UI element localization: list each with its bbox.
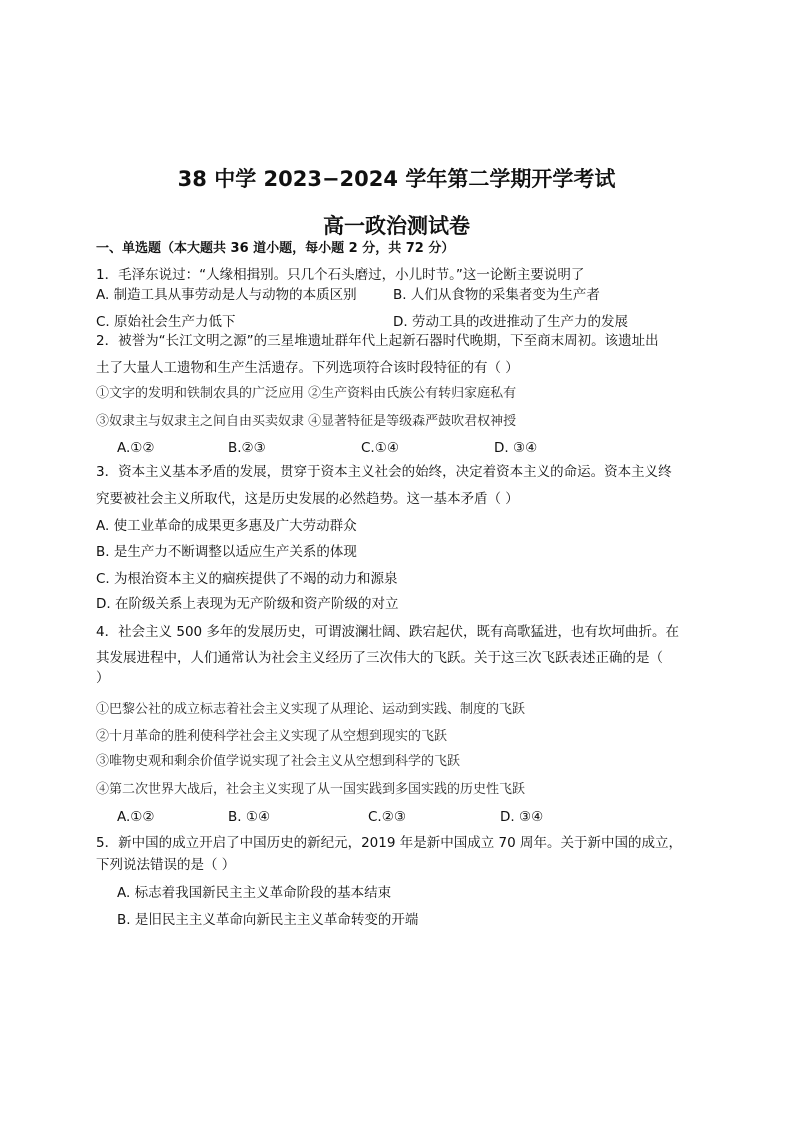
q1-option-d: D. 劳动工具的改进推动了生产力的发展 [393, 314, 628, 330]
q2-option-a: A.①② [117, 440, 155, 456]
q5-option-a: A. 标志着我国新民主主义革命阶段的基本结束 [117, 885, 392, 901]
q2-stem-line-2: 土了大量人工遗物和生产生活遗存。下列选项符合该时段特征的有（ ） [96, 360, 519, 376]
q5-option-b: B. 是旧民主主义革命向新民主主义革命转变的开端 [117, 912, 419, 928]
q3-stem-line-1: 3．资本主义基本矛盾的发展，贯穿于资本主义社会的始终，决定着资本主义的命运。资本主义终 [96, 464, 672, 480]
q3-option-d: D. 在阶级关系上表现为无产阶级和资产阶级的对立 [96, 596, 399, 612]
q4-option-c: C.②③ [368, 809, 406, 825]
q2-stem-line-1: 2．被誉为“长江文明之源”的三星堆遗址群年代上起新石器时代晚期，下至商末周初。该遗址出 [96, 333, 659, 349]
exam-title: 38 中学 2023−2024 学年第二学期开学考试 [177, 167, 616, 191]
q4-option-d: D. ③④ [500, 809, 544, 825]
q4-option-a: A.①② [117, 809, 155, 825]
section-heading: 一、单选题（本大题共 36 道小题，每小题 2 分，共 72 分） [96, 241, 455, 256]
q2-option-c: C.①④ [361, 440, 399, 456]
q3-option-a: A. 使工业革命的成果更多惠及广大劳动群众 [96, 518, 357, 534]
q3-option-b: B. 是生产力不断调整以适应生产关系的体现 [96, 544, 357, 560]
q4-statement-2: ②十月革命的胜利使科学社会主义实现了从空想到现实的飞跃 [96, 729, 448, 744]
q4-statement-3: ③唯物史观和剩余价值学说实现了社会主义从空想到科学的飞跃 [96, 754, 461, 769]
q3-stem-line-2: 究要被社会主义所取代，这是历史发展的必然趋势。这一基本矛盾（ ） [96, 491, 519, 507]
q1-option-c: C. 原始社会生产力低下 [96, 314, 236, 330]
q2-option-d: D. ③④ [494, 440, 538, 456]
q5-stem-line-1: 5．新中国的成立开启了中国历史的新纪元，2019 年是新中国成立 70 周年。关于新中国的成立， [96, 835, 682, 851]
q4-statement-1: ①巴黎公社的成立标志着社会主义实现了从理论、运动到实践、制度的飞跃 [96, 702, 526, 717]
q5-stem-line-2: 下列说法错误的是（ ） [96, 857, 236, 873]
q4-stem-line-2: 其发展进程中，人们通常认为社会主义经历了三次伟大的飞跃。关于这三次飞跃表述正确的是（ [96, 650, 663, 666]
q1-stem: 1．毛泽东说过：“人缘相揖别。只几个石头磨过，小儿时节。”这一论断主要说明了 [96, 267, 585, 283]
q4-option-b: B. ①④ [228, 809, 271, 825]
q2-statements-1: ①文字的发明和铁制农具的广泛应用 ②生产资料由氏族公有转归家庭私有 [96, 386, 517, 401]
q2-statements-2: ③奴隶主与奴隶主之间自由买卖奴隶 ④显著特征是等级森严鼓吹君权神授 [96, 414, 517, 429]
q3-option-c: C. 为根治资本主义的痼疾提供了不竭的动力和源泉 [96, 571, 398, 587]
q4-stem-line-1: 4．社会主义 500 多年的发展历史，可谓波澜壮阔、跌宕起伏，既有高歌猛进，也有坎坷曲折。在 [96, 624, 679, 640]
q1-option-a: A. 制造工具从事劳动是人与动物的本质区别 [96, 287, 357, 303]
q1-option-b: B. 人们从食物的采集者变为生产者 [393, 287, 600, 303]
q2-option-b: B.②③ [228, 440, 266, 456]
q4-statement-4: ④第二次世界大战后，社会主义实现了从一国实践到多国实践的历史性飞跃 [96, 782, 526, 797]
q4-stem-line-3: ） [96, 670, 110, 686]
exam-subtitle: 高一政治测试卷 [323, 214, 470, 238]
